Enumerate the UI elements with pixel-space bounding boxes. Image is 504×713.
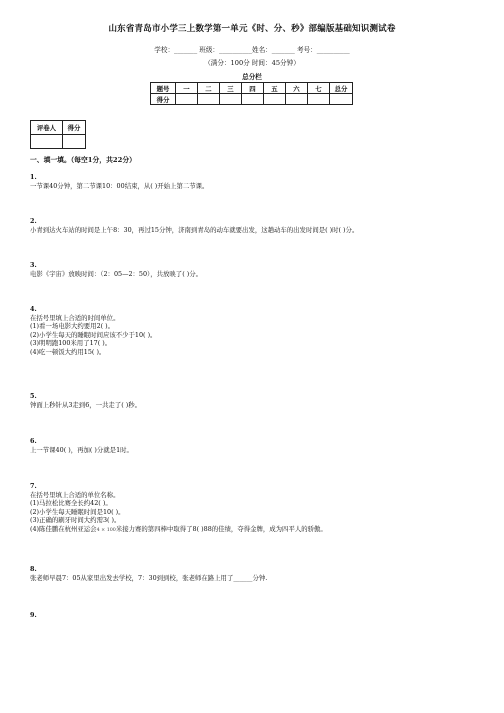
grader-label: 评卷人 (31, 121, 63, 135)
score-header-cell: 二 (198, 83, 220, 94)
score-input-cell[interactable] (176, 94, 198, 105)
question-8 (30, 565, 490, 582)
score-input-cell[interactable] (220, 94, 242, 105)
score-header-cell: 一 (176, 83, 198, 94)
question-number: 4. (30, 305, 37, 313)
question-number: 3. (30, 261, 37, 269)
score-table-header-row (151, 83, 353, 94)
question-number: 7. (30, 482, 37, 490)
score-input-cell[interactable] (286, 94, 308, 105)
question-9 (30, 611, 490, 620)
page-title: 山东省青岛市小学三上数学第一单元《时、分、秒》部编版基础知识测试卷 (108, 24, 396, 34)
question-subitem: (2)小学生每天睡眠时间是10( )。 (30, 507, 125, 516)
question-subitem: (1)马拉松比赛全长约42( )。 (30, 499, 112, 508)
question-subitem: (3)明明跑100米用了17( )。 (30, 339, 112, 348)
section-title: 一、填一填。（每空1分，共22分） (30, 156, 136, 164)
question-4 (30, 305, 490, 357)
question-text: 在括号里填上合适的单位名称。 (30, 490, 120, 499)
grader-score-input-cell[interactable] (63, 135, 86, 149)
question-subitem (30, 525, 490, 536)
question-number: 1. (30, 173, 37, 181)
student-info-line: 学校：_______ 班级：__________姓名：_______ 考号：__________ (154, 46, 350, 54)
question-7 (30, 482, 490, 536)
question-text: 钟面上秒针从3走到6，一共走了( )秒。 (30, 400, 142, 409)
question-subitem: (2)小学生每天的睡眠时间应该不少于10( )。 (30, 330, 157, 339)
question-3 (30, 261, 490, 278)
score-header-cell: 题号 (151, 83, 176, 94)
score-header-cell: 总分 (330, 83, 353, 94)
question-text: 上一节课40( )，再加( )分就是1时。 (30, 445, 133, 454)
score-time-line: （满分：100分 时间：45分钟） (204, 59, 300, 67)
score-row-label: 得分 (151, 94, 176, 105)
question-number: 2. (30, 217, 37, 225)
total-score-title: 总分栏 (242, 73, 262, 81)
question-subitem: (4)吃一顿饭大约用15( )。 (30, 347, 106, 356)
score-input-cell[interactable] (308, 94, 330, 105)
question-number: 8. (30, 565, 37, 573)
question-6 (30, 437, 490, 454)
score-input-cell[interactable] (198, 94, 220, 105)
question-subitem: (1)看一场电影大约要用2( )。 (30, 322, 115, 331)
question-text: 小青到达火车站的时间是上午8：30，再过15分钟，济南到青岛的动车就要出发，这趟动车的出发时间是( )时( )分。 (30, 225, 359, 234)
question-2 (30, 217, 490, 234)
question-number: 6. (30, 437, 37, 445)
grader-table (30, 120, 86, 149)
question-subitem-start: (4)陈佳鹏在杭州亚运会 (30, 524, 97, 533)
question-1 (30, 173, 490, 190)
relay-distance-label: 4 × 100 (96, 527, 116, 533)
question-subitem-end: 米接力赛的第四棒中取得了8( )88的佳绩，夺得金牌，成为四平人的骄傲。 (115, 524, 327, 533)
question-text: 张老师早晨7：05从家里出发去学校，7：30到到校，张老师在路上用了______分钟. (30, 573, 268, 582)
question-text: 电影《宇宙》放映时间：（2：05—2：50），共放映了( )分。 (30, 269, 202, 278)
score-header-cell: 四 (242, 83, 264, 94)
score-header-cell: 三 (220, 83, 242, 94)
score-input-cell[interactable] (242, 94, 264, 105)
score-input-cell[interactable] (264, 94, 286, 105)
question-subitem: (3)正确的刷牙时间大约需3( )。 (30, 516, 121, 525)
question-text: 在括号里填上合适的时间单位。 (30, 313, 120, 322)
score-table (150, 82, 353, 105)
question-number: 9. (30, 611, 37, 619)
score-table-score-row (151, 94, 353, 105)
question-number: 5. (30, 392, 37, 400)
score-header-cell: 七 (308, 83, 330, 94)
grader-score-label: 得分 (63, 121, 86, 135)
question-5 (30, 392, 490, 409)
question-text: 一节课40分钟，第二节课10：00结束，从( )开始上第二节课。 (30, 181, 209, 190)
score-header-cell: 六 (286, 83, 308, 94)
grader-input-cell[interactable] (31, 135, 63, 149)
score-input-cell[interactable] (330, 94, 353, 105)
score-header-cell: 五 (264, 83, 286, 94)
